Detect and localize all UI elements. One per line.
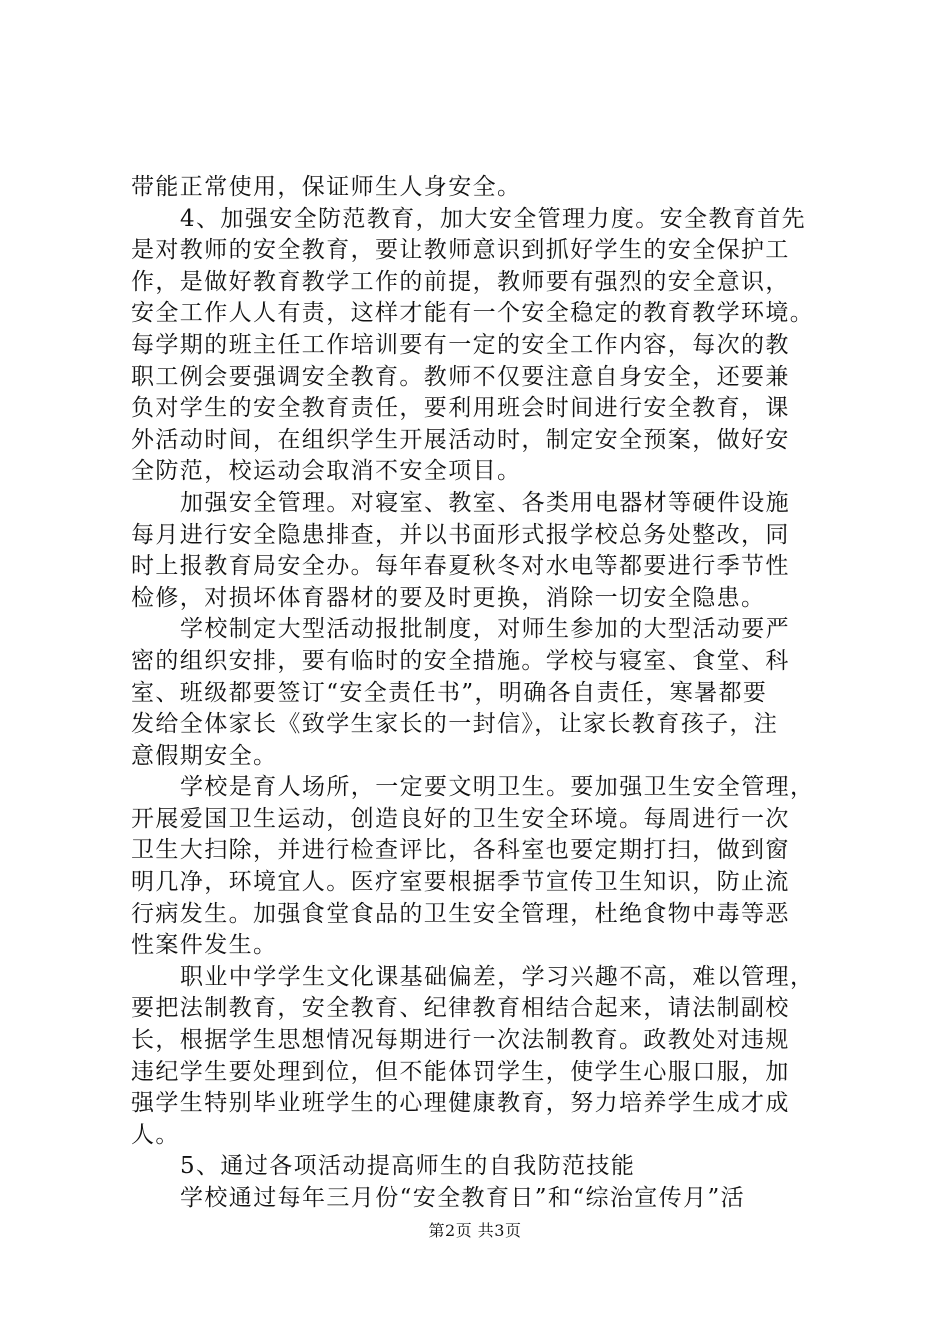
text-line: 时上报教育局安全办。每年春夏秋冬对水电等都要进行季节性	[131, 553, 790, 580]
page-footer: 第2页 共3页	[428, 1221, 522, 1240]
text-line: 每学期的班主任工作培训要有一定的安全工作内容，每次的教	[131, 331, 790, 358]
text-line: 是对教师的安全教育，要让教师意识到抓好学生的安全保护工	[131, 237, 790, 264]
text-line: 卫生大扫除，并进行检查评比，各科室也要定期打扫，做到窗	[131, 837, 790, 864]
text-line: 检修，对损坏体育器材的要及时更换，消除一切安全隐患。	[131, 584, 766, 611]
text-line: 强学生特别毕业班学生的心理健康教育，努力培养学生成才成	[131, 1090, 790, 1117]
text-line: 意假期安全。	[131, 742, 278, 769]
text-line: 学校是育人场所，一定要文明卫生。要加强卫生安全管理，	[180, 774, 815, 801]
text-line: 密的组织安排，要有临时的安全措施。学校与寝室、食堂、科	[131, 647, 790, 674]
text-line: 学校制定大型活动报批制度，对师生参加的大型活动要严	[180, 616, 790, 643]
text-line: 发给全体家长《致学生家长的一封信》，让家长教育孩子，注	[131, 711, 779, 738]
text-line: 行病发生。加强食堂食品的卫生安全管理，杜绝食物中毒等恶	[131, 900, 790, 927]
text-line: 室、班级都要签订“安全责任书”，明确各自责任，寒暑都要	[131, 679, 768, 706]
text-line: 带能正常使用，保证师生人身安全。	[131, 174, 522, 200]
text-line: 4、加强安全防范教育，加大安全管理力度。安全教育首先	[180, 205, 807, 232]
text-line: 每月进行安全隐患排查，并以书面形式报学校总务处整改，同	[131, 521, 790, 548]
text-line: 外活动时间，在组织学生开展活动时，制定安全预案，做好安	[131, 426, 790, 453]
text-line: 加强安全管理。对寝室、教室、各类用电器材等硬件设施	[180, 489, 790, 516]
text-line: 安全工作人人有责，这样才能有一个安全稳定的教育教学环境。	[131, 300, 815, 327]
text-line: 全防范，校运动会取消不安全项目。	[131, 458, 522, 485]
text-line: 负对学生的安全教育责任，要利用班会时间进行安全教育，课	[131, 395, 790, 422]
text-line: 职工例会要强调安全教育。教师不仅要注意自身安全，还要兼	[131, 363, 790, 390]
text-line: 开展爱国卫生运动，创造良好的卫生安全环境。每周进行一次	[131, 805, 790, 832]
text-line: 性案件发生。	[131, 932, 278, 959]
text-line: 5、通过各项活动提高师生的自我防范技能	[180, 1153, 636, 1180]
text-line: 作，是做好教育教学工作的前提，教师要有强烈的安全意识，	[131, 268, 790, 295]
text-line: 要把法制教育，安全教育、纪律教育相结合起来，请法制副校	[131, 995, 790, 1022]
text-line: 长，根据学生思想情况每期进行一次法制教育。政教处对违规	[131, 1027, 790, 1054]
text-line: 学校通过每年三月份“安全教育日”和“综治宣传月”活	[180, 1185, 746, 1211]
text-line: 明几净，环境宜人。医疗室要根据季节宣传卫生知识，防止流	[131, 869, 790, 896]
document-body	[131, 172, 831, 1215]
text-line: 职业中学学生文化课基础偏差，学习兴趣不高，难以管理，	[180, 963, 815, 990]
text-line: 人。	[131, 1121, 180, 1148]
text-line: 违纪学生要处理到位，但不能体罚学生，使学生心服口服，加	[131, 1058, 790, 1085]
